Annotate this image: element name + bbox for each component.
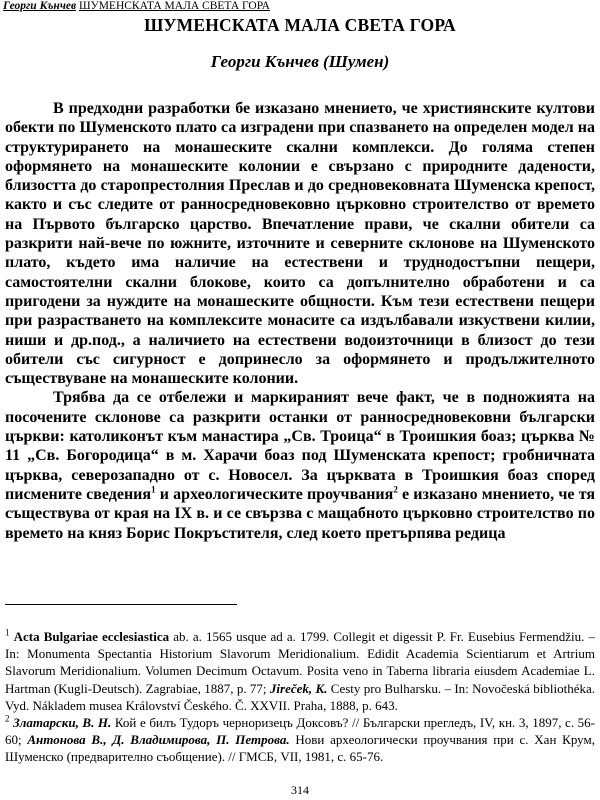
footnotes: [5, 628, 595, 766]
footnote-separator: [5, 604, 237, 605]
paragraph-2: [5, 388, 595, 542]
article-body: [5, 99, 595, 543]
running-head-title: ШУМЕНСКАТА МАЛА СВЕТА ГОРА: [78, 0, 270, 12]
footnote-1-source-title: Acta Bulgariae ecclesiastica: [13, 629, 170, 644]
paragraph-1: В предходни разработки бе изказано мнението, че християнските култови обекти по Шуменското плато са изградени при спазването на определен модел на структурирането на монашеските скални комплекси. До голяма степен оформянето на монашеските колонии е свързано с природните дадености, близостта до старопрестолния Преслав и до средновековната Шуменска крепост, както и със следите от ранносредновековно църковно строителство от времето на Първото българско царство. Впечатление прави, че скални обители са разкрити най-вече по южните, източните и северните склонове на Шуменското плато, където има наличие на естествени и труднодостъпни пещери, самостоятелни скални блокове, които са допълнително обработени и са пригодени за нуждите на монашеските общности. Към тези естествени пещери при разрастването на комплексите монасите са издълбавали изкуствени килии, ниши и др.под., а наличието на естествени водоизточници в близост до тези обители със сигурност е допринесло за оформянето и продължителното съществуване на монашеските колонии.: [5, 100, 595, 388]
footnote-1-author-2: Jireček, K.: [269, 680, 328, 696]
footnote-2-text-1: Кой е билъ Тудоръ черноризецъ Доксовъ? // Български прегледъ, IV, кн. 3, 1897, с. 56-60;: [5, 715, 595, 748]
footnote-1: [5, 628, 595, 714]
footnote-1-text-2: Cesty pro Bulharsku. – In: Novočeská bibliothéka. Vyd. Nákladem musea Království Českého. Č. XXVII. Praha, 1888, p. 643.: [5, 680, 595, 713]
paragraph-2-part-3: е изказано мнението, че тя съществува от края на IX в. и се свързва с мащабното църковно строителство по времето на княз Борис Покръстителя, след което претърпява редица: [5, 485, 596, 542]
footnote-2: [5, 714, 595, 766]
footnote-2-authors-2: Антонова В., Д. Владимирова, П. Петрова.: [27, 732, 290, 748]
paragraph-2-part-1: Трябва да се отбележи и маркираният вече факт, че в подножията на посочените склонове са разкрити останки от ранносредновековни български църкви: католиконът към манастира „Св. Троица“ в Троишкия боаз; църква № 11 „Св. Богородица“ в м. Харачи боаз под Шуменската крепост; гробничната църква, северозападно от с. Новосел. За църквата в Троишкия боаз според писмените сведения: [5, 389, 595, 503]
paragraph-2-part-2: и археологическите проучвания: [155, 485, 394, 503]
article-title: ШУМЕНСКАТА МАЛА СВЕТА ГОРА: [144, 15, 456, 35]
footnote-2-text-2: Нови археологически проучвания при с. Хан Крум, Шуменско (предварително съобщение). // ГМСБ, VII, 1981, с. 65-76.: [5, 732, 595, 765]
footnote-2-author-1: Златарски, В. Н.: [13, 715, 112, 731]
footnote-2-number: 2: [5, 713, 10, 724]
running-head: [3, 0, 270, 13]
article-author: Георги Кънчев (Шумен): [210, 52, 390, 71]
footnote-ref-2[interactable]: 2: [393, 484, 398, 495]
footnote-ref-1[interactable]: 1: [151, 484, 156, 495]
page-number: 314: [291, 783, 309, 797]
footnote-1-number: 1: [5, 627, 10, 638]
running-head-author: Георги Кънчев: [3, 0, 77, 12]
footnote-1-text-1: ab. a. 1565 usque ad a. 1799. Collegit et digessit P. Fr. Eusebius Fermendžiu. – In: Monumenta Spectantia Historium Slavorum Meridionalium. Edidit Academia Scientiarum et Artrium Slavorum Meridionalium. Volumen Decimum Octavum. Posita veno in Taberna libraria eiusdem Academiae L. Hartman (Kugli-Deutsch). Zagrabiae, 1887, p. 77;: [5, 629, 595, 696]
